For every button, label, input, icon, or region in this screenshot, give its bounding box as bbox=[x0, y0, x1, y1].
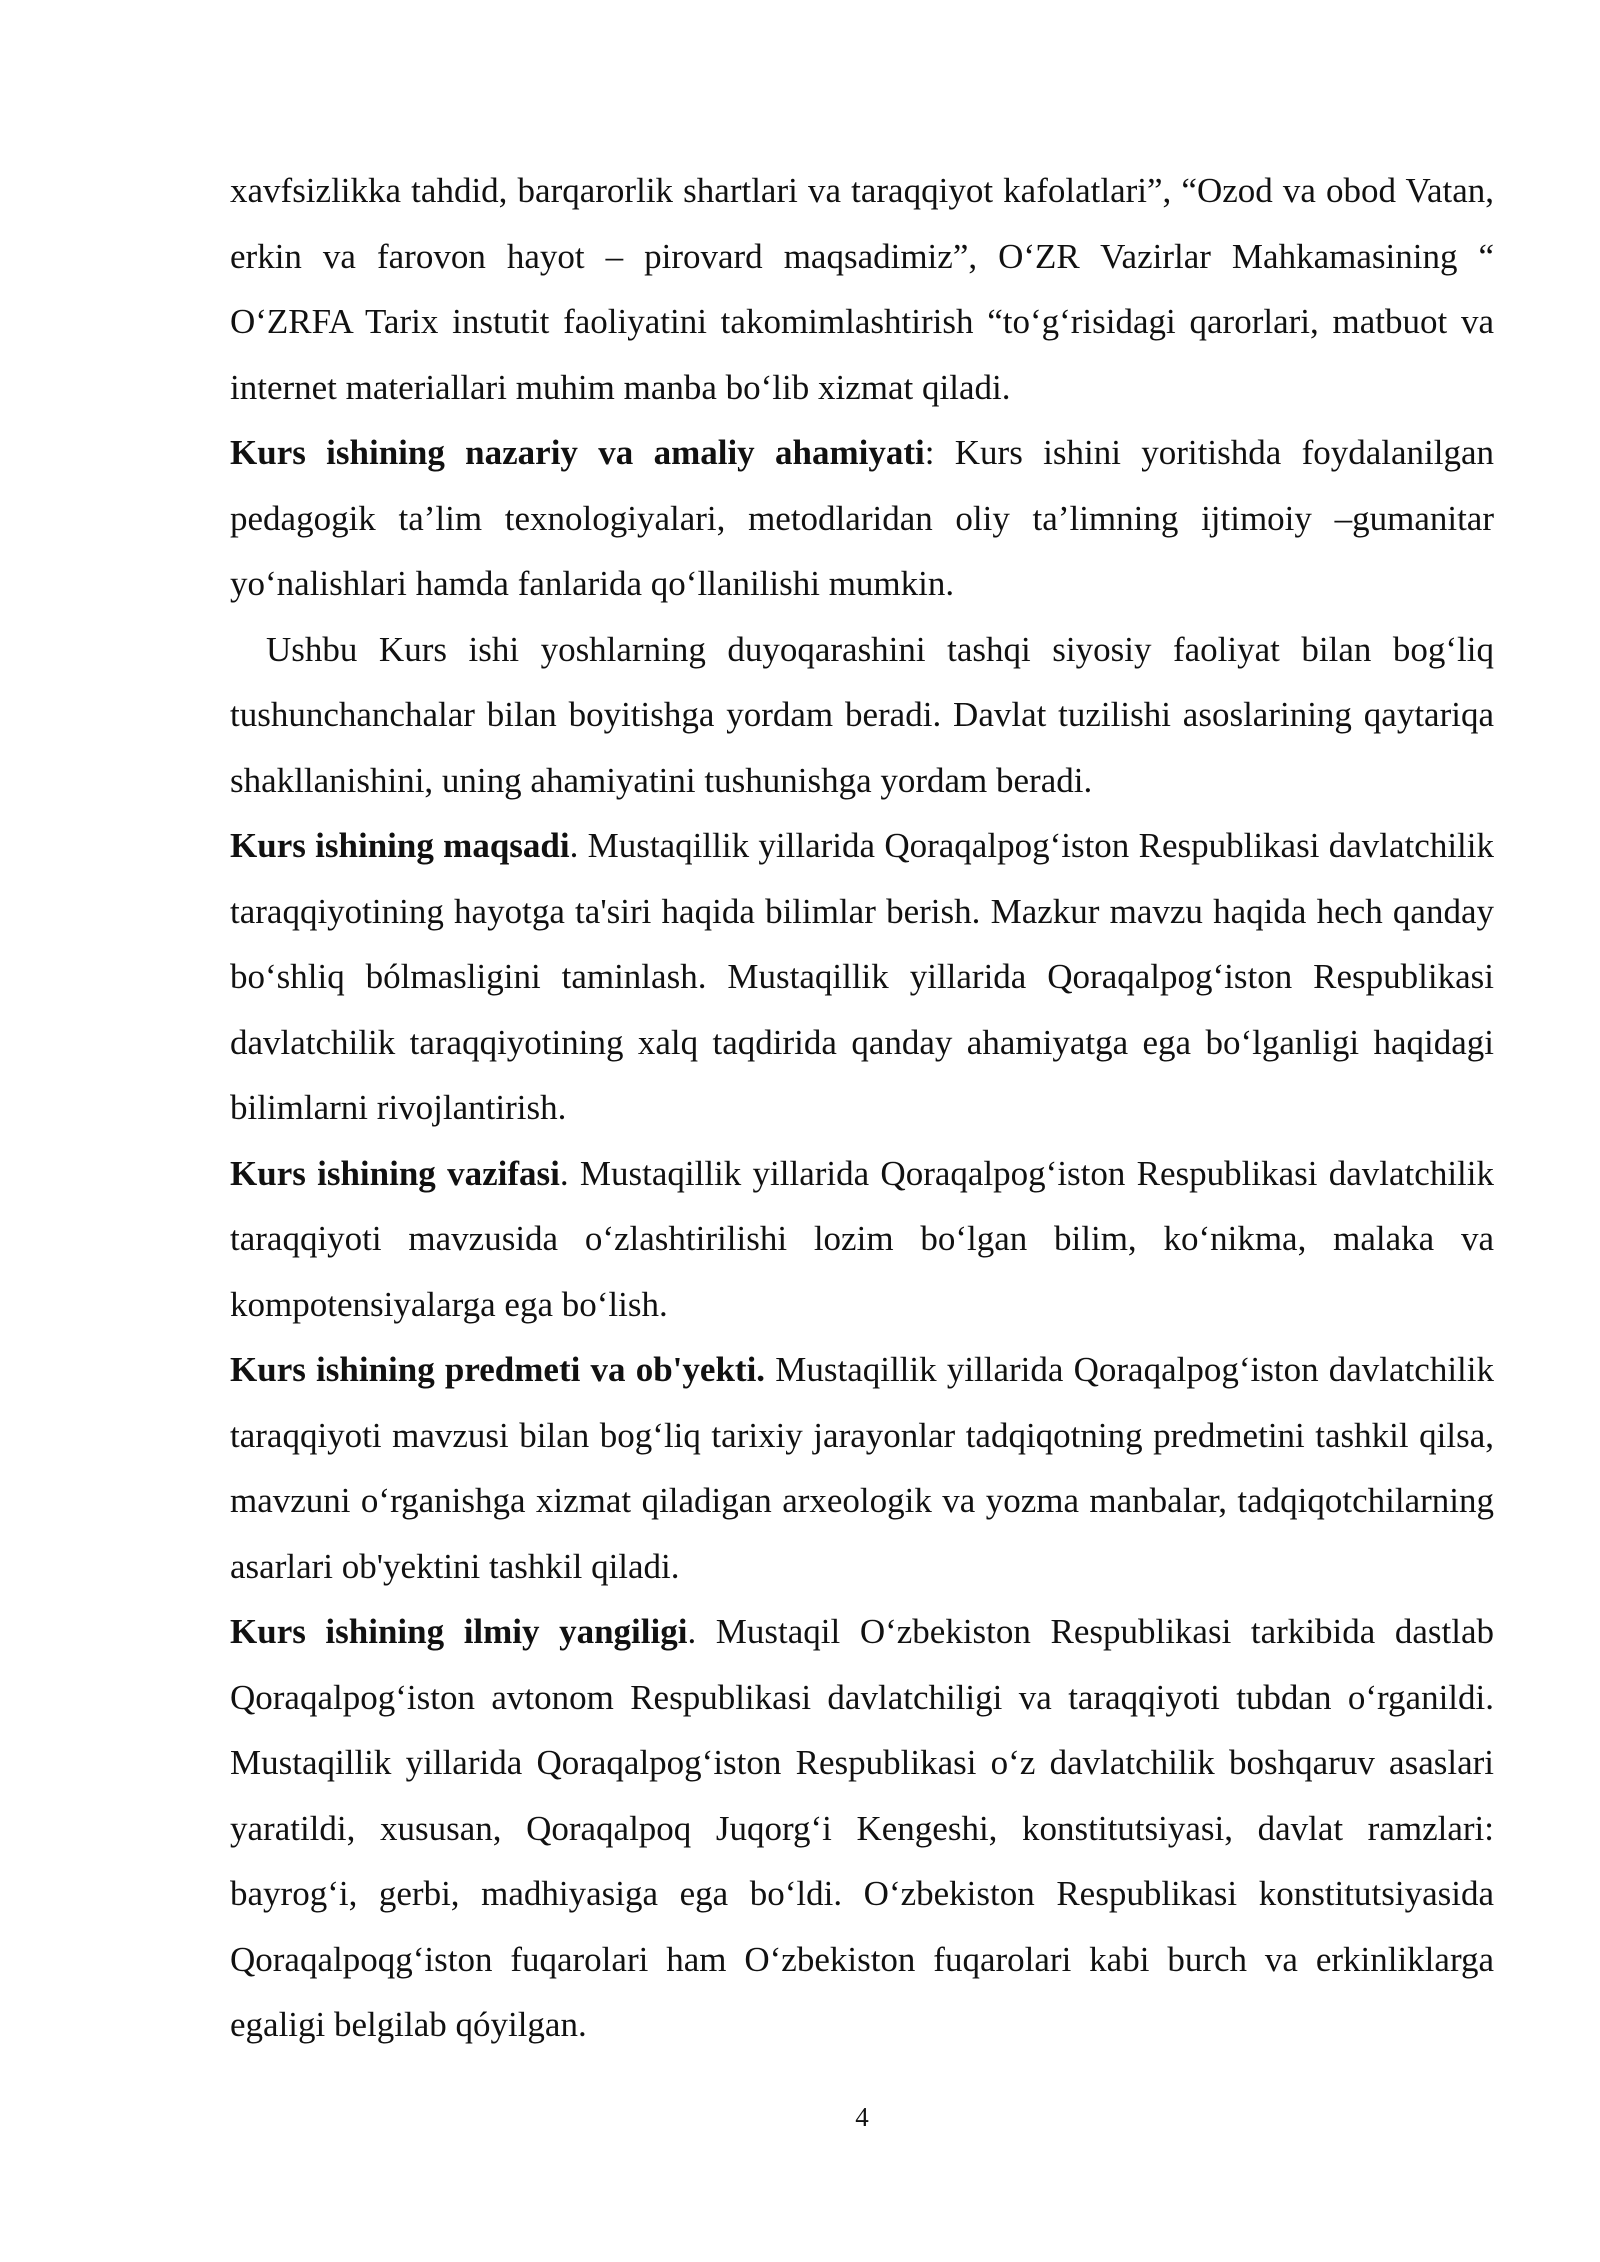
paragraph-benefit bbox=[230, 617, 1494, 814]
paragraph-novelty bbox=[230, 1599, 1494, 2058]
body-text bbox=[230, 158, 1494, 2058]
paragraph-subject-object bbox=[230, 1337, 1494, 1599]
paragraph-tasks bbox=[230, 1141, 1494, 1338]
paragraph-heading: Kurs ishining ilmiy yangiligi bbox=[230, 1612, 688, 1651]
paragraph-sources bbox=[230, 158, 1494, 420]
document-page bbox=[230, 0, 1494, 2262]
paragraph-text: . Mustaqillik yillarida Qoraqalpog‘iston Respublikasi davlatchilik taraqqiyoti mavzusida o‘zlashtirilishi lozim bo‘lgan bilim, ko‘nikma, malaka va kompotensiyalarga ega bo‘lish. bbox=[230, 1153, 1494, 1324]
paragraph-text: Ushbu Kurs ishi yoshlarning duyoqarashini tashqi siyosiy faoliyat bilan bog‘liq tushunchanchalar bilan boyitishga yordam beradi. Davlat tuzilishi asoslarining qaytariqa shakllanishini, uning ahamiyatini tushunishga yordam beradi. bbox=[230, 629, 1494, 800]
paragraph-text: . Mustaqil O‘zbekiston Respublikasi tarkibida dastlab Qoraqalpog‘iston avtonom Respublikasi davlatchiligi va taraqqiyoti tubdan o‘rganildi. Mustaqillik yillarida Qoraqalpog‘iston Respublikasi o‘z davlatchilik boshqaruv asaslari yaratildi, xususan, Qoraqalpoq Juqorg‘i Kengeshi, konstitutsiyasi, davlat ramzlari: bayrog‘i, gerbi, madhiyasiga ega bo‘ldi. O‘zbekiston Respublikasi konstitutsiyasida Qoraqalpoqg‘iston fuqarolari ham O‘zbekiston fuqarolari kabi burch va erkinliklarga egaligi belgilab qóyilgan. bbox=[230, 1612, 1494, 2044]
paragraph-text: xavfsizlikka tahdid, barqarorlik shartlari va taraqqiyot kafolatlari”, “Ozod va obod Vatan, erkin va farovon hayot – pirovard maqsadimiz”, O‘ZR Vazirlar Mahkamasining “ O‘ZRFA Tarix instutit faoliyatini takomimlashtirish “to‘g‘risidagi qarorlari, matbuot va internet materiallari muhim manba bo‘lib xizmat qiladi. bbox=[230, 171, 1494, 407]
paragraph-text: . Mustaqillik yillarida Qoraqalpog‘iston Respublikasi davlatchilik taraqqiyotining hayotga ta'siri haqida bilimlar berish. Mazkur mavzu haqida hech qanday bo‘shliq bólmasligini taminlash. Mustaqillik yillarida Qoraqalpog‘iston Respublikasi davlatchilik taraqqiyotining xalq taqdirida qanday ahamiyatga ega bo‘lganligi haqidagi bilimlarni rivojlantirish. bbox=[230, 826, 1494, 1127]
paragraph-goal bbox=[230, 813, 1494, 1141]
page-number: 4 bbox=[855, 2102, 869, 2132]
paragraph-text: Mustaqillik yillarida Qoraqalpog‘iston davlatchilik taraqqiyoti mavzusi bilan bog‘liq tarixiy jarayonlar tadqiqotning predmetini tashkil qilsa, mavzuni o‘rganishga xizmat qiladigan arxeologik va yozma manbalar, tadqiqotchilarning asarlari ob'yektini tashkil qiladi. bbox=[230, 1350, 1494, 1586]
paragraph-heading: Kurs ishining nazariy va amaliy ahamiyati bbox=[230, 433, 925, 472]
paragraph-text: : Kurs ishini yoritishda foydalanilgan pedagogik ta’lim texnologiyalari, metodlaridan oliy ta’limning ijtimoiy –gumanitar yo‘nalishlari hamda fanlarida qo‘llanilishi mumkin. bbox=[230, 433, 1495, 603]
paragraph-heading: Kurs ishining predmeti va ob'yekti. bbox=[230, 1350, 766, 1389]
paragraph-heading: Kurs ishining maqsadi bbox=[230, 826, 570, 865]
paragraph-heading: Kurs ishining vazifasi bbox=[230, 1153, 560, 1193]
paragraph-significance bbox=[230, 420, 1494, 617]
